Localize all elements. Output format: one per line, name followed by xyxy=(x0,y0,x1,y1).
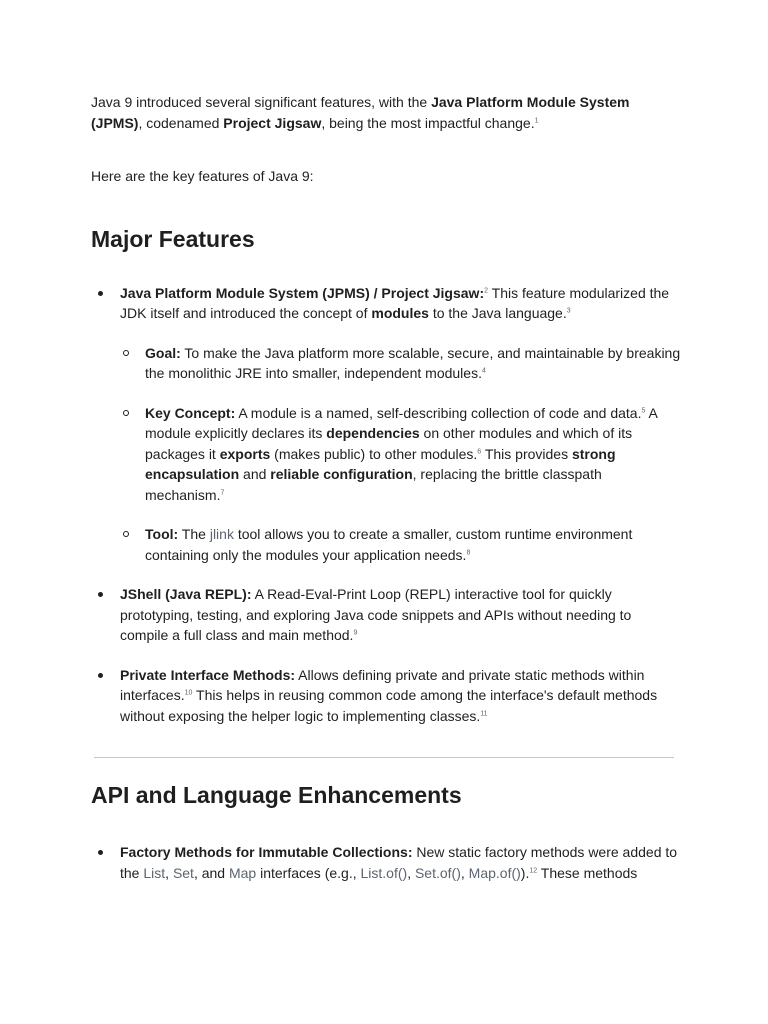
list-item-private-methods xyxy=(91,665,681,727)
intro-bold-jigsaw: Project Jigsaw xyxy=(223,114,322,131)
item-text: tool allows you to create a smaller, custom runtime environment containing only the modules your application needs. xyxy=(145,526,633,563)
item-bold: dependencies xyxy=(326,425,420,441)
intro-paragraph xyxy=(91,92,681,133)
item-title: Tool: xyxy=(145,526,179,542)
sublist-item-tool xyxy=(120,524,681,565)
footnote-ref[interactable]: 9 xyxy=(353,629,358,637)
item-bold: modules xyxy=(371,305,429,321)
inline-code: List xyxy=(143,864,166,881)
inline-code: jlink xyxy=(209,526,234,542)
item-title: Key Concept: xyxy=(145,404,236,421)
key-features-intro: Here are the key features of Java 9: xyxy=(91,168,314,184)
item-text: , xyxy=(460,864,469,881)
footnote-ref[interactable]: 8 xyxy=(466,548,471,556)
item-text: Allows defining private and private static methods within interfaces. xyxy=(120,666,645,703)
major-features-list xyxy=(91,283,681,727)
item-text: A module is a named, self-describing collection of code and data. xyxy=(235,404,642,421)
footnote-ref[interactable]: 11 xyxy=(480,709,488,717)
intro-bold-jpms: Java Platform Module System (JPMS) xyxy=(91,94,630,131)
item-text: A module explicitly declares its xyxy=(145,404,658,441)
item-text: and xyxy=(239,466,271,482)
item-text: , xyxy=(165,864,173,881)
api-features-list xyxy=(91,842,681,883)
intro-text: Java 9 introduced several significant features, with the xyxy=(91,94,432,110)
item-bold: exports xyxy=(219,445,271,462)
item-title: Private Interface Methods: xyxy=(120,666,296,683)
inline-code: Set xyxy=(172,864,194,881)
item-title: JShell (Java REPL): xyxy=(120,586,252,602)
item-text: , replacing the brittle classpath mechanism. xyxy=(145,466,602,503)
section-divider xyxy=(94,757,674,758)
heading-api-enhancements: API and Language Enhancements xyxy=(91,782,462,808)
item-text: (makes public) to other modules. xyxy=(270,445,478,462)
footnote-ref[interactable]: 1 xyxy=(534,116,539,124)
intro-text: , being the most impactful change. xyxy=(321,114,535,131)
item-text: These methods xyxy=(537,864,638,881)
item-text: ). xyxy=(520,864,530,881)
footnote-ref[interactable]: 6 xyxy=(477,447,482,455)
list-item-jpms xyxy=(91,283,681,566)
list-item-jshell xyxy=(91,584,681,646)
inline-code: Map xyxy=(228,864,257,881)
item-text: interfaces (e.g., xyxy=(256,864,361,881)
sublist-item-key-concept xyxy=(120,403,681,506)
item-bold: strong encapsulation xyxy=(145,445,616,482)
item-text: New static factory methods were added to the xyxy=(120,844,678,881)
jpms-sublist xyxy=(120,343,681,566)
item-title: Factory Methods for Immutable Collections: xyxy=(120,844,413,860)
item-text: on other modules and which of its packages it xyxy=(145,425,633,462)
footnote-ref[interactable]: 2 xyxy=(484,286,489,294)
item-text: To make the Java platform more scalable, secure, and maintainable by breaking the monolithic JRE into smaller, independent modules. xyxy=(145,344,681,381)
item-text: This helps in reusing common code among the interface's default methods without exposing the helper logic to implementing classes. xyxy=(120,687,658,724)
item-text: , and xyxy=(193,864,229,881)
item-text: The xyxy=(178,526,210,542)
item-title: Goal: xyxy=(145,344,181,361)
item-title: Java Platform Module System (JPMS) / Project Jigsaw: xyxy=(120,284,485,301)
footnote-ref[interactable]: 3 xyxy=(566,307,571,315)
document-body xyxy=(91,92,681,902)
list-item-factory-methods xyxy=(91,842,681,883)
inline-code: Set.of() xyxy=(414,864,461,881)
footnote-ref[interactable]: 12 xyxy=(529,866,538,874)
footnote-ref[interactable]: 5 xyxy=(641,406,646,414)
item-bold: reliable configuration xyxy=(270,466,413,482)
intro-text: , codenamed xyxy=(138,114,224,131)
inline-code: List.of() xyxy=(360,864,408,881)
item-text: to the Java language. xyxy=(428,305,567,321)
footnote-ref[interactable]: 7 xyxy=(220,488,225,496)
footnote-ref[interactable]: 4 xyxy=(481,367,486,375)
item-text: This provides xyxy=(481,445,572,462)
sublist-item-goal xyxy=(120,343,681,384)
inline-code: Map.of() xyxy=(468,864,521,881)
item-text: This feature modularized the JDK itself and introduced the concept of xyxy=(120,284,670,321)
footnote-ref[interactable]: 10 xyxy=(184,689,193,697)
item-text: A Read-Eval-Print Loop (REPL) interactive tool for quickly prototyping, testing, and exploring Java code snippets and APIs without needing to compile a full class and main method. xyxy=(120,586,632,643)
heading-major-features: Major Features xyxy=(91,225,255,252)
item-text: , xyxy=(407,864,415,881)
